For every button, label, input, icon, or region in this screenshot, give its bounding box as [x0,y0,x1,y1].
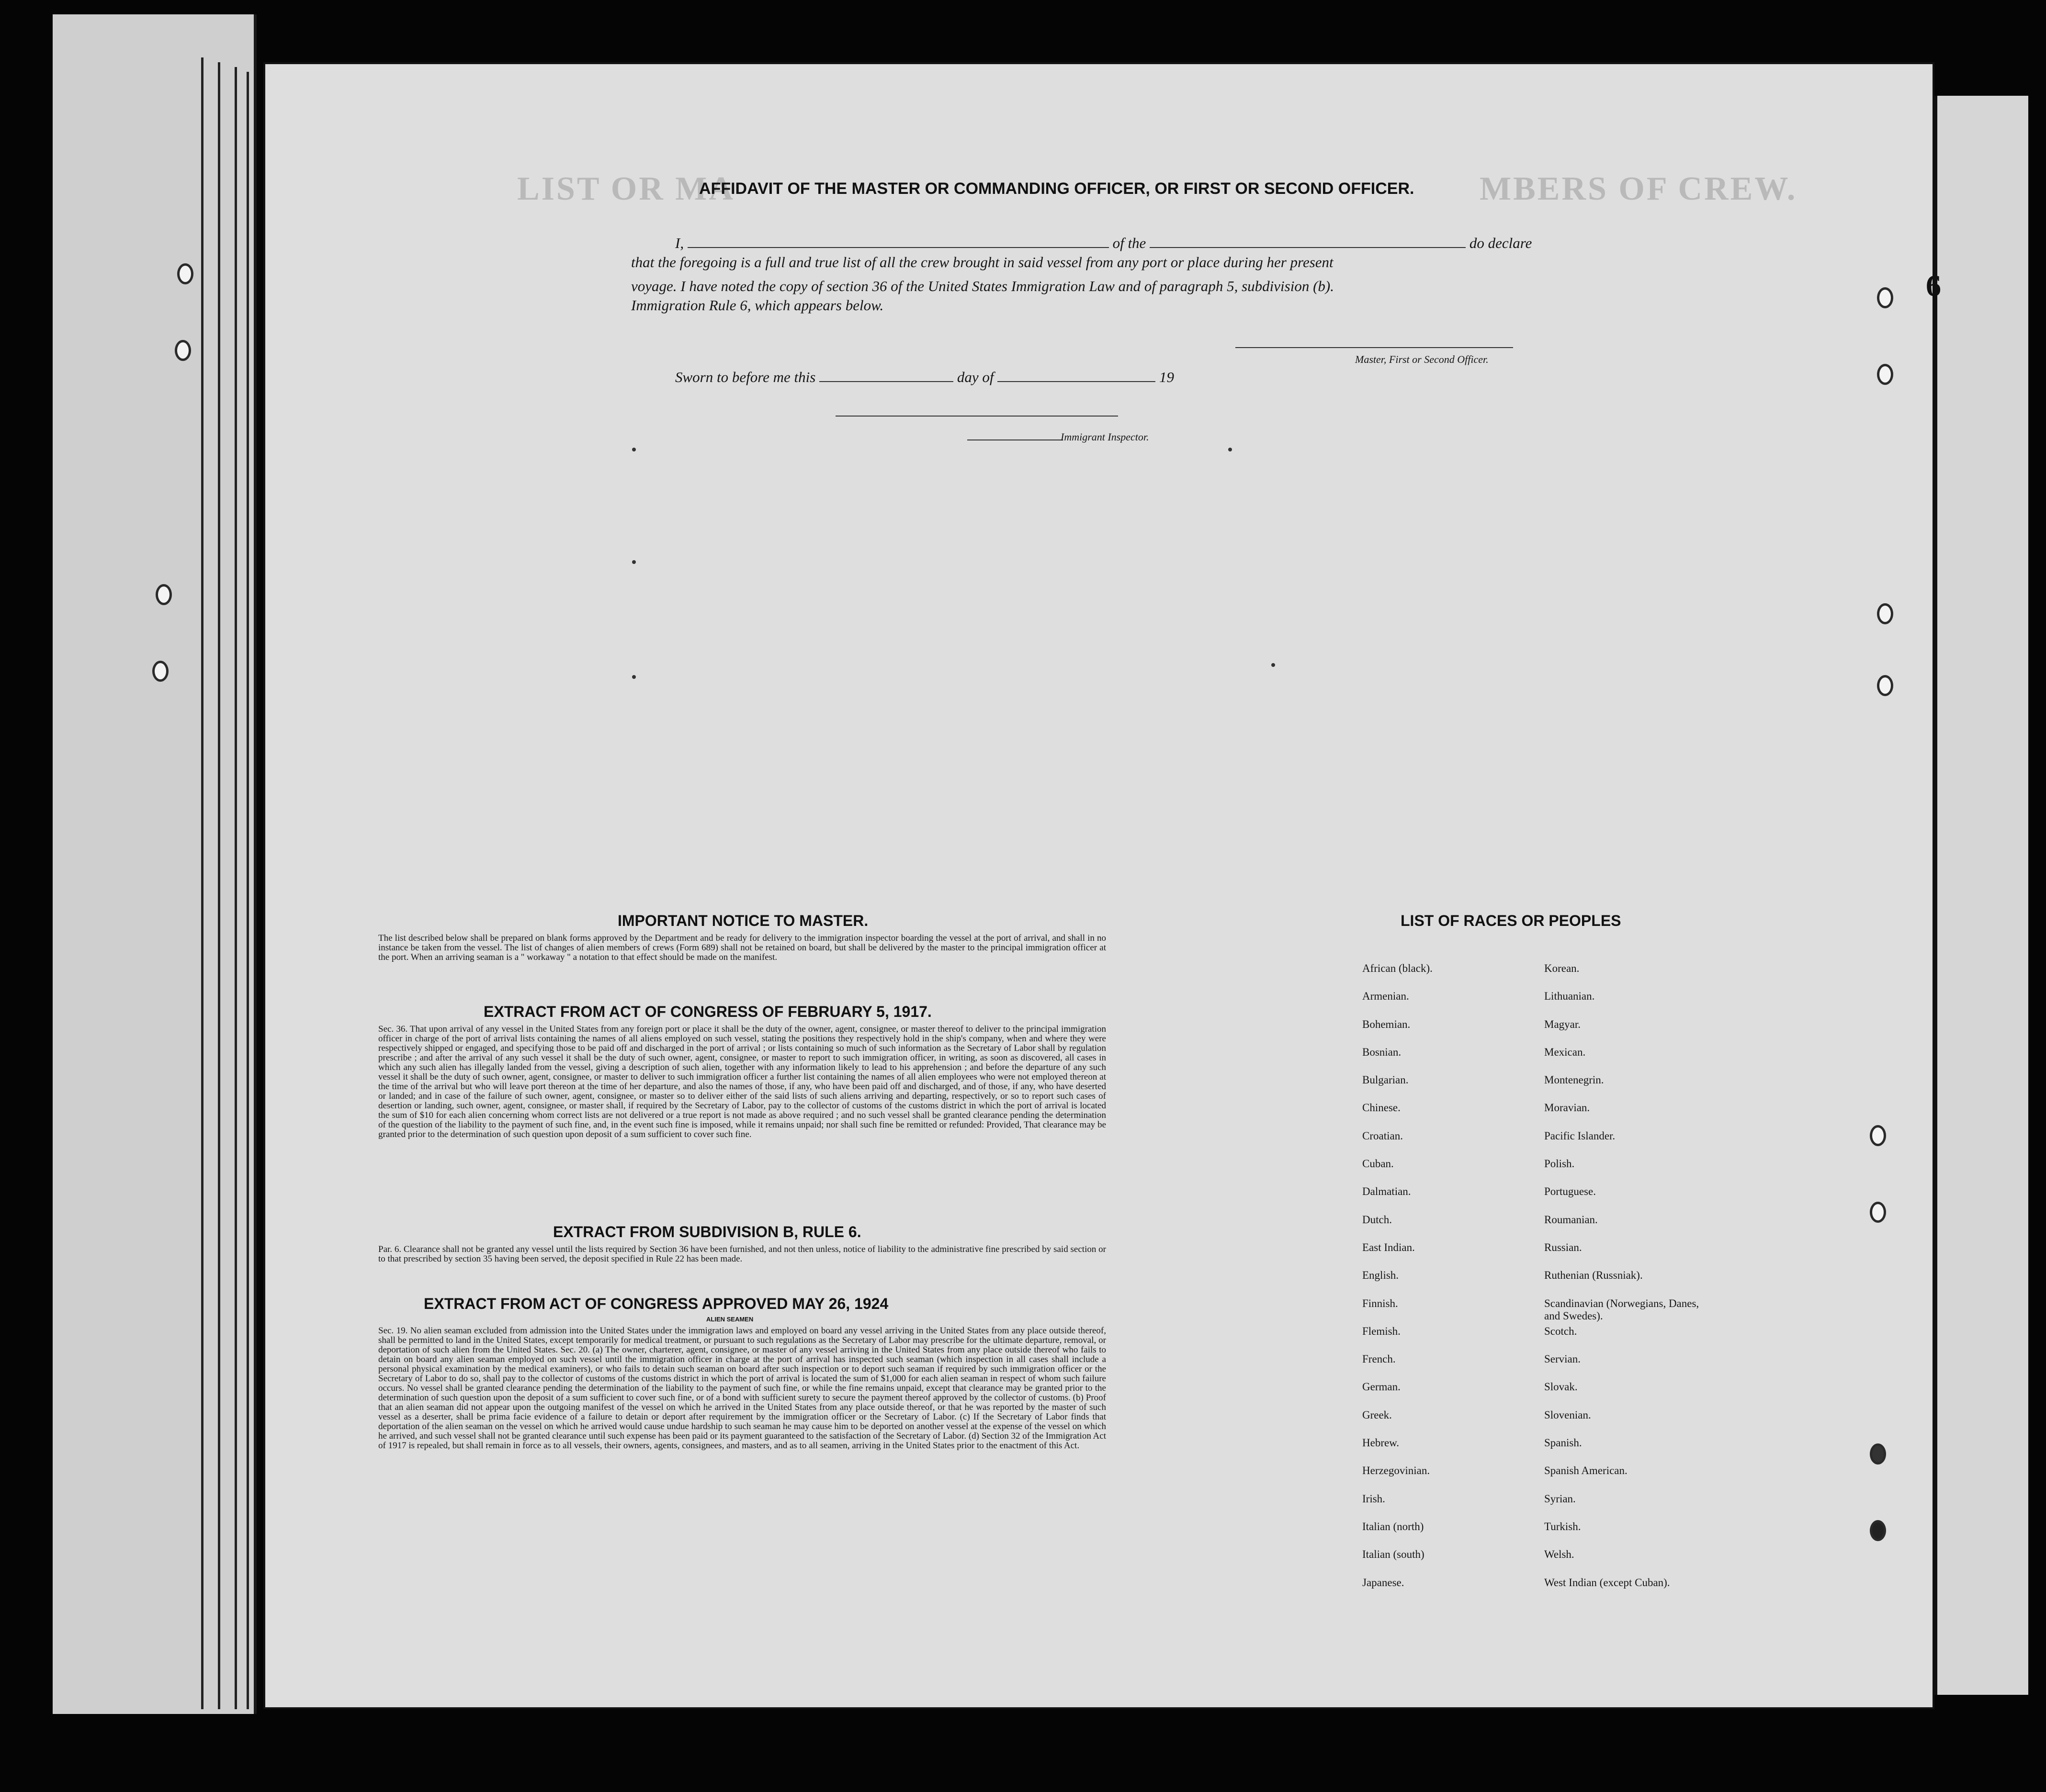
notice-title: IMPORTANT NOTICE TO MASTER. [618,912,869,929]
race-item: Ruthenian (Russniak). [1544,1269,1643,1282]
punch-hole [175,340,191,361]
punch-hole [1877,603,1893,624]
race-item: Roumanian. [1544,1213,1598,1226]
affidavit-name-blank [688,247,1109,248]
extract-1924-title: EXTRACT FROM ACT OF CONGRESS APPROVED MAY 26, 1924 [424,1295,889,1312]
race-item: Hebrew. [1362,1437,1400,1449]
affidavit-do-declare-label: do declare [1469,235,1532,251]
race-item: Magyar. [1544,1018,1581,1030]
race-item: African (black). [1362,962,1433,974]
race-item: East Indian. [1362,1241,1415,1253]
inspector-label: Immigrant Inspector. [1061,431,1149,443]
race-item: Moravian. [1544,1102,1590,1114]
race-item: Herzegovinian. [1362,1465,1430,1477]
race-item: Japanese. [1362,1576,1404,1589]
extract-1917-text: Sec. 36. That upon arrival of any vessel in the United States from any foreign port or place it shall be the duty of the owner, agent, consignee, or master thereof to deliver to the principal immigration officer in charge of the port of arrival lists containing the names of all aliens employed on such vessel, stating the positions they respectively hold in the ship's company, when and where they were respectively shipped or engaged, and specifying those to be paid off and discharged in the port of arrival ; or lists containing so much of such information as the Secretary of Labor shall by regulation prescribe ; and after the arrival of any such vessel it shall be the duty of such owner, agent, consignee, or master to report to such immigration officer, in writing, as soon as discovered, all cases in which any such alien has illegally landed from the vessel, giving a description of such alien, together with any information likely to lead to his apprehension ; and before the departure of any such vessel it shall be the duty of such owner, agent, consignee, or master to deliver to such immigration officer a further list containing the names of all alien employees who were not employed thereon at the time of the arrival but who will leave port thereon at the time of her departure, and also the names of those, if any, who have been paid off and discharged, and of those, if any, who have deserted or landed; and in case of the failure of such owner, agent, consignee, or master so to deliver either of the said lists of such aliens arriving and departing, respectively, or so to report such cases of desertion or landing, such owner, agent, consignee, or master shall, if required by the Secretary of Labor, pay to the collector of customs of the customs district in which the port of arrival is located the sum of $10 for each alien concerning whom correct lists are not delivered or a true report is not made as above required ; and no such vessel shall be granted clearance pending the determination of the question of the liability to the payment of such fine, and, in the event such fine is imposed, while it remains unpaid; nor shall such fine be remitted or refunded: Provided, That clearance may be granted prior to the determination of such question upon deposit of a sum sufficient to cover such fine. [378,1024,1106,1139]
inspector-signature-line [836,416,1118,417]
affidavit-line-2: that the foregoing is a full and true list of all the crew brought in said vessel from any port or place during her present [631,254,1334,270]
punch-hole [1870,1202,1886,1223]
races-column-1 [1362,962,1433,1604]
race-item: Finnish. [1362,1297,1398,1309]
race-item: West Indian (except Cuban). [1544,1576,1670,1589]
race-item: Polish. [1544,1158,1575,1170]
affidavit-title: AFFIDAVIT OF THE MASTER OR COMMANDING OFFICER, OR FIRST OR SECOND OFFICER. [699,180,1414,198]
master-signature-label: Master, First or Second Officer. [1355,353,1489,365]
stacked-page-edge [1934,96,2028,1695]
race-item: Italian (south) [1362,1548,1424,1561]
race-item: Chinese. [1362,1102,1401,1114]
page-number: 6 [1926,269,1941,303]
affidavit-i-label: I, [675,235,684,251]
race-item: Slovenian. [1544,1409,1591,1421]
race-item: Bulgarian. [1362,1074,1409,1086]
day-of-label: day of [957,369,994,385]
race-item: Portuguese. [1544,1185,1596,1198]
bleed-through-text: LIST OR MA [517,170,735,207]
affidavit-line-1 [675,235,1532,252]
affidavit-line-4: Immigration Rule 6, which appears below. [631,297,884,314]
punch-hole [1870,1443,1886,1465]
year-prefix: 19 [1159,369,1174,385]
affidavit-of-the-label: of the [1112,235,1146,251]
sworn-day-blank [819,381,953,382]
punch-hole [156,584,172,605]
race-item: French. [1362,1353,1396,1365]
affidavit-vessel-blank [1150,247,1466,248]
race-item: Welsh. [1544,1548,1574,1561]
race-item: Korean. [1544,962,1580,974]
race-item: Irish. [1362,1492,1385,1505]
punch-hole [152,661,169,682]
extract-1924-text: Sec. 19. No alien seaman excluded from admission into the United States under the immigration laws and employed on board any vessel arriving in the United States from any place outside thereof, shall be permitted to land in the United States, except temporarily for medical treatment, or pursuant to such regulations as the Secretary of Labor may prescribe for the ultimate departure, removal, or deportation of such alien from the United States. Sec. 20. (a) The owner, charterer, agent, consignee, or master of any vessel arriving in the United States from any place outside thereof who fails to detain on board any alien seaman employed on such vessel until the immigration officer in charge at the port of arrival has inspected such seaman (which inspection in all cases shall include a personal physical examination by the medical examiners), or who fails to detain such seaman on board after such inspection or to deport such seaman if required by such immigration officer or the Secretary of Labor to do so, shall pay to the collector of customs of the customs district in which the port of arrival is located the sum of $1,000 for each alien seaman in respect of whom such failure occurs. No vessel shall be granted clearance pending the determination of the liability to the payment of such fine, or while the fine remains unpaid, except that clearance may be granted prior to the determination of such question upon the deposit of a sum sufficient to cover such fine, or of a bond with sufficient surety to secure the payment thereof approved by the collector of customs. (b) Proof that an alien seaman did not appear upon the outgoing manifest of the vessel on which he arrived in the United States from any place outside thereof, or that he was reported by the master of such vessel as a deserter, shall be prima facie evidence of a failure to detain or deport after requirement by the immigration officer or the Secretary of Labor. (c) If the Secretary of Labor finds that deportation of the alien seaman on the vessel on which he arrived would cause undue hardship to such seaman he may cause him to be deported on another vessel at the expense of the vessel on which he arrived, and such vessel shall not be granted clearance until such expense has been paid or its payment guaranteed to the satisfaction of the Secretary of Labor. (d) Section 32 of the Immigration Act of 1917 is repealed, but shall remain in force as to all vessels, their owners, agents, consignees, and masters, and as to all seamen, arriving in the United States prior to the enactment of this Act. [378,1326,1106,1451]
punch-hole [1870,1125,1886,1146]
races-title: LIST OF RACES OR PEOPLES [1401,912,1621,929]
extract-1924-subtitle: ALIEN SEAMEN [706,1316,754,1323]
race-item: Scandinavian (Norwegians, Danes, and Swedes). [1544,1297,1699,1322]
race-item: Dutch. [1362,1213,1392,1226]
binder-edge-line [235,67,237,1709]
extract-1917-title: EXTRACT FROM ACT OF CONGRESS OF FEBRUARY 5, 1917. [484,1003,932,1020]
bleed-through-mark [1271,663,1275,667]
race-item: Syrian. [1544,1492,1576,1505]
sworn-label: Sworn to before me this [675,369,816,385]
race-item: Lithuanian. [1544,990,1595,1003]
sworn-month-blank [997,381,1155,382]
race-item: Montenegrin. [1544,1074,1604,1086]
bleed-through-mark [1228,448,1232,451]
binder-edge-line [247,72,249,1709]
races-column-2 [1544,962,1702,1604]
race-item: Pacific Islander. [1544,1129,1616,1142]
race-item: English. [1362,1269,1399,1282]
race-item: Scotch. [1544,1325,1577,1337]
race-item: Flemish. [1362,1325,1401,1337]
race-item: Servian. [1544,1353,1581,1365]
race-item: Turkish. [1544,1520,1581,1533]
race-item: German. [1362,1381,1401,1393]
race-item: Bohemian. [1362,1018,1411,1030]
bleed-through-mark [632,675,636,679]
extract-rule6-title: EXTRACT FROM SUBDIVISION B, RULE 6. [553,1223,861,1240]
punch-hole [177,263,193,284]
bleed-through-text: MBERS OF CREW. [1480,170,1797,207]
bleed-through-mark [632,560,636,564]
punch-hole [1877,364,1893,385]
race-item: Russian. [1544,1241,1582,1253]
race-item: Mexican. [1544,1046,1586,1058]
race-item: Dalmatian. [1362,1185,1411,1198]
race-item: Greek. [1362,1409,1392,1421]
race-item: Croatian. [1362,1129,1403,1142]
race-item: Italian (north) [1362,1520,1424,1533]
binder-edge-line [218,62,220,1709]
race-item: Cuban. [1362,1158,1394,1170]
race-item: Spanish American. [1544,1465,1628,1477]
notice-text: The list described below shall be prepared on blank forms approved by the Department and be ready for delivery to the immigration inspector boarding the vessel at the port of arrival, and shall in no instance be taken from the vessel. The list of changes of alien members of crews (Form 689) shall not be retained on board, but shall be delivered by the master to the principal immigration officer at the port. When an arriving seaman is a " workaway " a notation to that effect should be made on the manifest. [378,933,1106,962]
affidavit-line-3: voyage. I have noted the copy of section 36 of the United States Immigration Law and of paragraph 5, subdivision (b). [631,278,1334,294]
race-item: Spanish. [1544,1437,1582,1449]
extract-rule6-text: Par. 6. Clearance shall not be granted any vessel until the lists required by Section 36 have been furnished, and not then unless, notice of liability to the administrative fine prescribed by said section or to that prescribed by section 35 having been served, the deposit specified in Rule 22 has been made. [378,1244,1106,1264]
punch-hole [1877,287,1893,308]
bleed-through-mark [632,448,636,451]
punch-hole [1870,1520,1886,1541]
race-item: Bosnian. [1362,1046,1402,1058]
binder-edge-line [201,57,203,1709]
sworn-line [675,369,1174,386]
binder-strip [53,14,257,1714]
punch-hole [1877,675,1893,696]
master-signature-line [1235,347,1513,348]
race-item: Armenian. [1362,990,1409,1003]
race-item: Slovak. [1544,1381,1578,1393]
